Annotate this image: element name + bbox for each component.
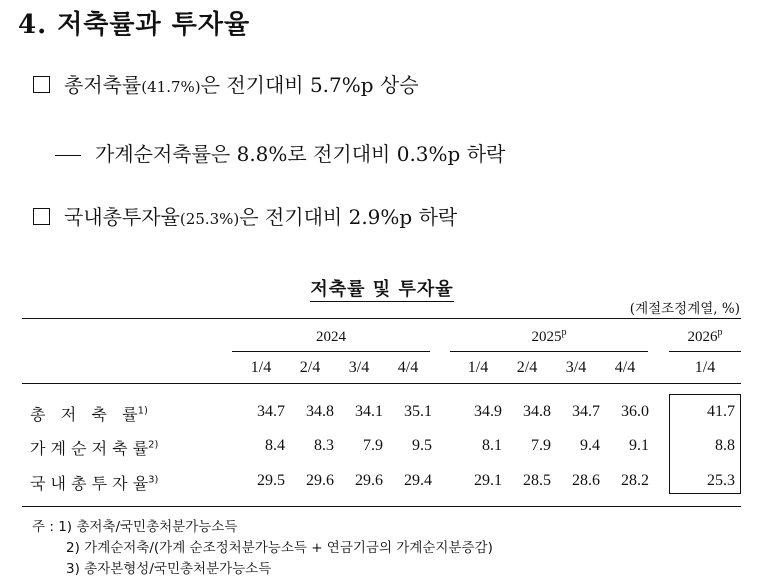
bullet-investment-rate <box>33 201 457 230</box>
dash-icon <box>55 155 81 156</box>
table-cell: 7.9 <box>363 437 383 454</box>
table-cell: 41.7 <box>707 403 735 420</box>
bullet-savings-rate <box>33 69 419 98</box>
table-cell: 8.3 <box>314 437 334 454</box>
table-cell: 34.7 <box>572 403 600 420</box>
table-unit: (계절조정계열, %) <box>629 301 740 317</box>
quarter-header: 4/4 <box>614 359 636 376</box>
table-cell: 8.8 <box>715 437 735 454</box>
header-bottom-rule <box>22 383 741 384</box>
bullet-text: 가계순저축률은 8.8%로 전기대비 0.3%p 하락 <box>95 142 506 166</box>
table-cell: 29.6 <box>306 472 334 489</box>
bullet-household-savings <box>55 138 505 167</box>
section-heading: 4. 저축률과 투자율 <box>18 10 251 40</box>
year-underline-2025 <box>450 351 648 352</box>
table-cell: 34.7 <box>257 403 285 420</box>
table-cell: 34.1 <box>355 403 383 420</box>
row-label: 가 계 순 저 축 률$^{2)}$ <box>30 439 159 458</box>
note-line: 2) 가계순저축/(가계 순조정처분가능소득 + 연금기금의 가계순지분증감) <box>66 540 493 556</box>
bullet-prefix: 총저축률 <box>64 73 142 97</box>
highlight-box-2026 <box>669 394 741 494</box>
table-cell: 29.1 <box>474 472 502 489</box>
table-cell: 29.4 <box>404 472 432 489</box>
table-cell: 28.5 <box>523 472 551 489</box>
table-cell: 35.1 <box>404 403 432 420</box>
table-cell: 34.9 <box>474 403 502 420</box>
table-cell: 36.0 <box>621 403 649 420</box>
note-line: 주 : 1) 총저축/국민총처분가능소득 <box>32 519 238 535</box>
table-top-rule <box>22 318 741 319</box>
quarter-header: 1/4 <box>250 359 272 376</box>
table-title: 저축률 및 투자율 <box>310 279 454 300</box>
table-cell: 8.1 <box>482 437 502 454</box>
table-cell: 9.1 <box>629 437 649 454</box>
table-cell: 34.8 <box>523 403 551 420</box>
quarter-header: 3/4 <box>565 359 587 376</box>
row-label: 국 내 총 투 자 율$^{3)}$ <box>30 474 159 493</box>
year-header: 2024 <box>316 329 346 345</box>
year-underline-2024 <box>232 351 430 352</box>
table-cell: 9.5 <box>412 437 432 454</box>
checkbox-square-icon <box>33 76 50 93</box>
table-cell: 29.6 <box>355 472 383 489</box>
quarter-header: 2/4 <box>299 359 321 376</box>
quarter-header: 1/4 <box>467 359 489 376</box>
bullet-prefix: 국내총투자율 <box>64 205 180 229</box>
table-cell: 29.5 <box>257 472 285 489</box>
table-cell: 9.4 <box>580 437 600 454</box>
table-cell: 28.6 <box>572 472 600 489</box>
year-header: 2026$^p$ <box>687 327 723 345</box>
table-cell: 34.8 <box>306 403 334 420</box>
table-cell: 28.2 <box>621 472 649 489</box>
table-cell: 25.3 <box>707 472 735 489</box>
bullet-paren: (25.3%) <box>179 210 240 228</box>
table-cell: 8.4 <box>265 437 285 454</box>
bullet-rest: 은 전기대비 5.7%p 상승 <box>200 73 419 97</box>
note-line: 3) 총자본형성/국민총처분가능소득 <box>66 561 272 577</box>
quarter-header: 1/4 <box>694 359 716 376</box>
bullet-paren: (41.7%) <box>141 78 201 96</box>
year-underline-2026 <box>669 351 741 352</box>
quarter-header: 4/4 <box>397 359 419 376</box>
table-cell: 7.9 <box>531 437 551 454</box>
table-bottom-rule <box>22 506 741 507</box>
quarter-header: 2/4 <box>516 359 538 376</box>
bullet-rest: 은 전기대비 2.9%p 하락 <box>239 205 458 229</box>
row-label: 총 저 축 률$^{1)}$ <box>30 405 148 424</box>
quarter-header: 3/4 <box>348 359 370 376</box>
checkbox-square-icon <box>33 208 50 225</box>
year-header: 2025$^p$ <box>531 327 567 345</box>
